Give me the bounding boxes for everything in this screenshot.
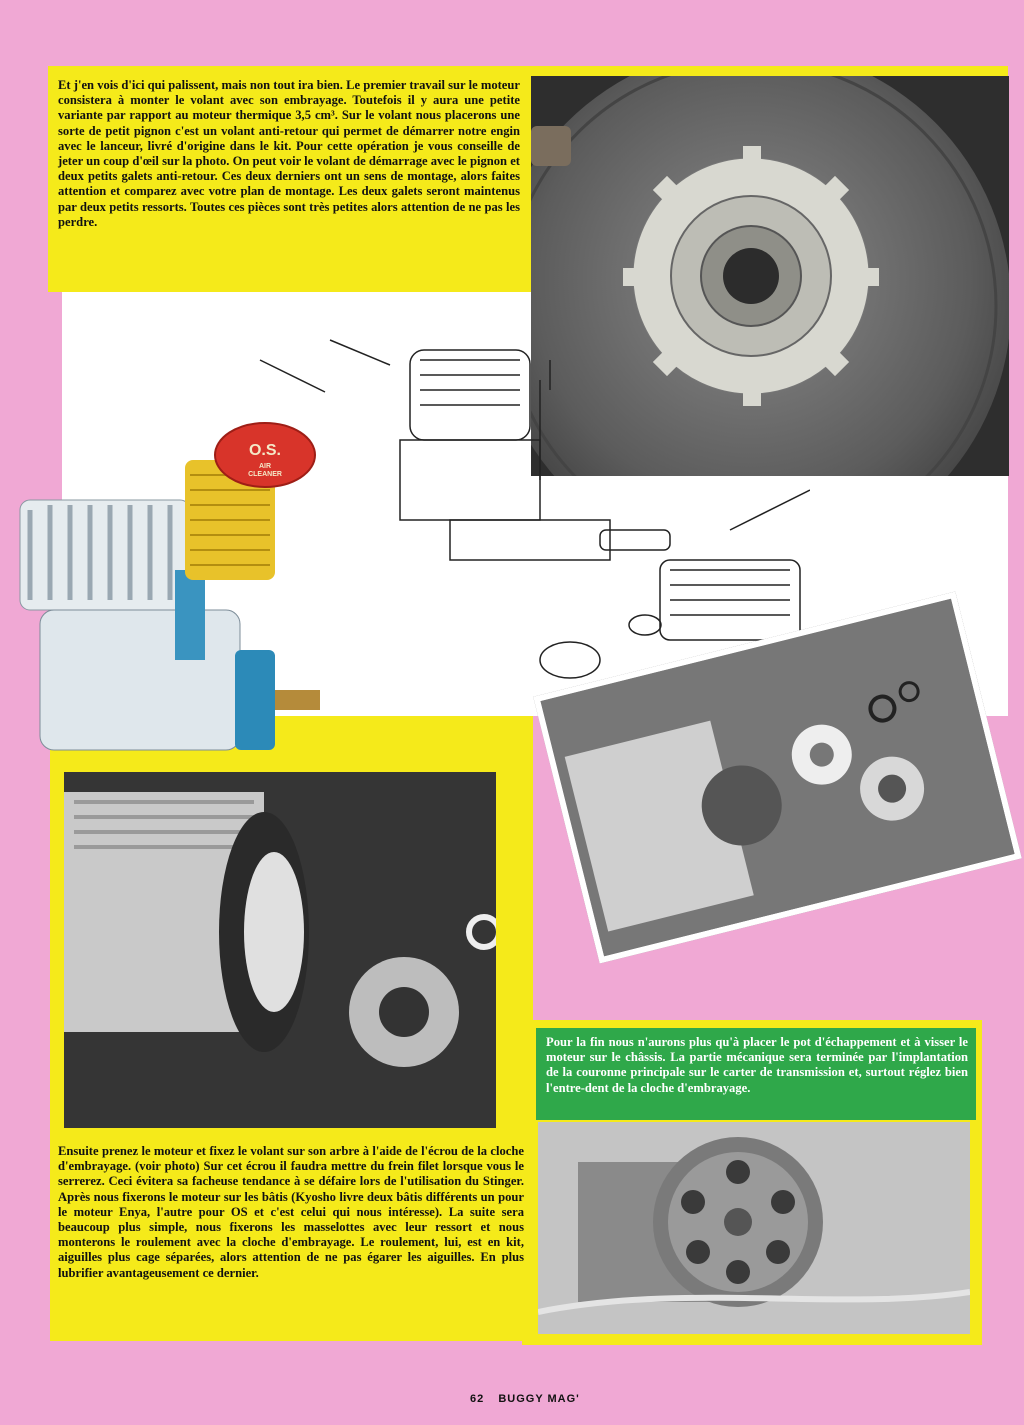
transmission-illustration <box>538 1122 970 1334</box>
engine-clutch-illustration <box>64 772 496 1128</box>
intro-paragraph: Et j'en vois d'ici qui palissent, mais non tout ira bien. Le premier travail sur le moteur consistera à monter le volant avec son embrayage. Toutefois il y aura une petite variante par rapport au moteur thermique 3,5 cm³. Sur le volant nous placerons une sorte de petit pignon c'est un volant anti-retour qui permet de démarrer notre engin avec le lanceur, livré d'origine dans le kit. Pour cette opération je vous conseille de jeter un coup d'œil sur la photo. On peut voir le volant de démarrage avec le pignon et deux petits galets anti-retour. Ces deux derniers ont un sens de montage, alors faites attention et comparez avec votre plan de montage. Les deux galets seront maintenus par deux petits ressorts. Toutes ces pièces sont très petites alors attention de ne pas les perdre. <box>58 78 520 229</box>
engine-clutch-photo <box>64 772 496 1128</box>
filter-label-line2: AIR <box>258 463 272 470</box>
second-paragraph: Ensuite prenez le moteur et fixez le volant sur son arbre à l'aide de l'écrou de la cloche d'embrayage. (voir photo) Sur cet écrou il faudra mettre du frein filet lorsque vous le serrerez. Ceci évitera sa facheuse tendance à se défaire lors de l'utilisation du Stinger. Après nous fixerons le moteur sur les bâtis (Kyosho livre deux bâtis différents un pour le moteur Enya, l'autre pour OS et c'est celui qui nous intéresse). La suite sera beaucoup plus simple, nous fixerons les masselottes avec leur ressort et nous monterons le roulement avec la cloche d'embrayage. Le roulement, lui, est en kit, aiguilles plus cage séparées, alors attention de ne pas égarer les aiguilles. En plus lubrifier avantageusement ce dernier. <box>58 1144 524 1280</box>
green-caption-box: Pour la fin nous n'aurons plus qu'à placer le pot d'échappement et à visser le moteur sur le châssis. La partie mécanique sera terminée par l'implantation de la couronne principale sur le carter de transmission et, surtout réglez bien l'entre-dent de la cloche d'embrayage. <box>536 1028 976 1120</box>
filter-label-line1: O.S. <box>248 442 282 459</box>
transmission-gear-photo <box>538 1122 970 1334</box>
filter-label-line3: CLEANER <box>248 471 282 478</box>
os-engine-illustration <box>10 420 340 765</box>
magazine-name: BUGGY MAG' <box>498 1393 580 1405</box>
page-footer <box>470 1393 590 1405</box>
os-engine-color-photo <box>10 420 340 765</box>
page-number: 62 <box>470 1393 485 1405</box>
